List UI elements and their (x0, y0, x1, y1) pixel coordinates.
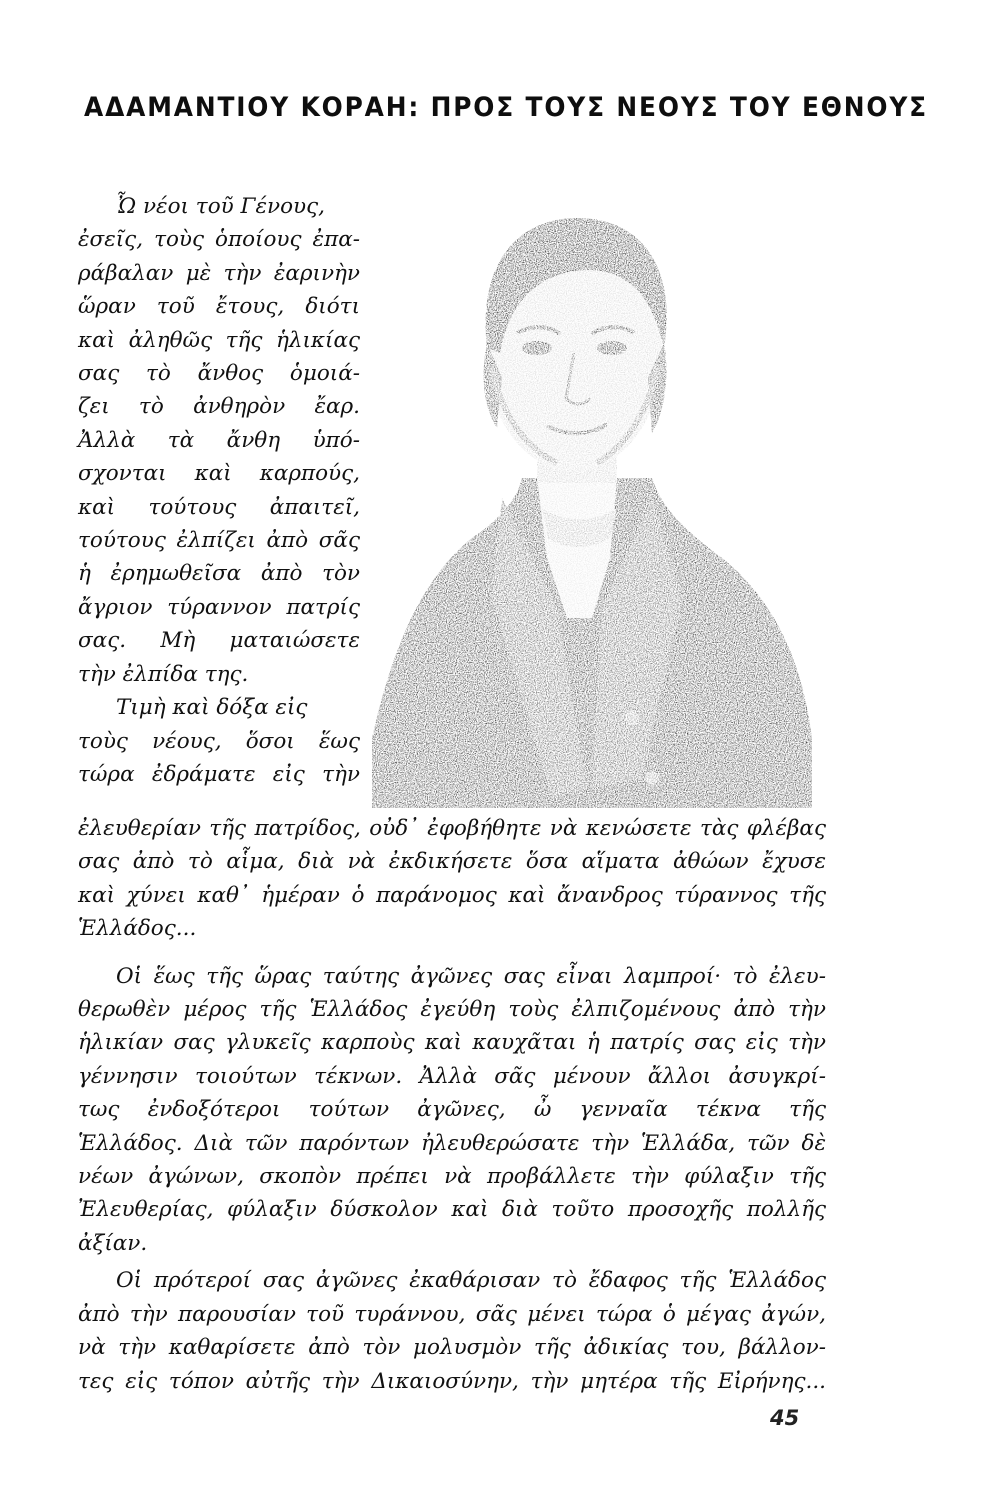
text-line: ἀπὸ τὴν παρουσίαν τοῦ τυράννου, σᾶς μένει τώρα ὁ μέγας ἀγών, (78, 1301, 826, 1327)
text-line: Οἱ πρότεροί σας ἀγῶνες ἐκαθάρισαν τὸ ἔδαφος τῆς Ἑλλάδος (116, 1268, 826, 1294)
text-line: Ἑλλάδος... (78, 916, 197, 942)
text-line: νὰ τὴν καθαρίσετε ἀπὸ τὸν μολυσμὸν τῆς ἀδικίας του, βάλλον- (78, 1335, 826, 1361)
text-line: σχονται καὶ καρπούς, (78, 461, 360, 487)
text-line: ἡ ἐρημωθεῖσα ἀπὸ τὸν (78, 561, 360, 587)
text-line: ὥραν τοῦ ἔτους, διότι (78, 294, 360, 320)
text-line: Τιμὴ καὶ δόξα εἰς (116, 695, 308, 721)
text-line: τοὺς νέους, ὅσοι ἕως (78, 728, 360, 754)
text-line: Ἀλλὰ τὰ ἄνθη ὑπό- (78, 427, 360, 453)
text-line: σας. Μὴ ματαιώσετε (78, 628, 360, 654)
text-line: σας ἀπὸ τὸ αἷμα, διὰ νὰ ἐκδικήσετε ὅσα αἵματα ἀθώων ἔχυσε (78, 849, 826, 875)
wide-text-column (78, 812, 826, 1398)
text-line: τως ἐνδοξότεροι τούτων ἀγῶνες, ὦ γενναῖα τέκνα τῆς (78, 1097, 826, 1123)
text-line: Οἱ ἕως τῆς ὥρας ταύτης ἀγῶνες σας εἶναι λαμπροί· τὸ ἐλευ- (116, 963, 826, 989)
text-line: τούτους ἐλπίζει ἀπὸ σᾶς (78, 528, 360, 554)
text-line: Ἑλλάδος. Διὰ τῶν παρόντων ἠλευθερώσατε τὴν Ἑλλάδα, τῶν δὲ (78, 1130, 826, 1156)
text-line: καὶ τούτους ἀπαιτεῖ, (78, 494, 360, 520)
text-line: Ὦ νέοι τοῦ Γένους, (116, 194, 325, 219)
text-line: ἀξίαν. (78, 1230, 148, 1256)
text-line: καὶ ἀληθῶς τῆς ἡλικίας (78, 327, 360, 353)
text-line: γέννησιν τοιούτων τέκνων. Ἀλλὰ σᾶς μένουν ἄλλοι ἀσυγκρί- (78, 1063, 826, 1089)
portrait-engraving (352, 178, 827, 808)
text-line: ἐλευθερίαν τῆς πατρίδος, οὐδ᾽ ἐφοβήθητε νὰ κενώσετε τὰς φλέβας (78, 816, 826, 841)
text-line: ἐσεῖς, τοὺς ὁποίους ἐπα- (78, 227, 360, 253)
page-number: 45 (770, 1406, 800, 1430)
text-line: τώρα ἐδράματε εἰς τὴν (78, 761, 360, 787)
text-line: τες εἰς τόπον αὐτῆς τὴν Δικαιοσύνην, τὴν μητέρα τῆς Εἰρήνης... (78, 1368, 826, 1394)
text-line: σας τὸ ἄνθος ὁμοιά- (78, 361, 360, 387)
text-line: Ἐλευθερίας, φύλαξιν δύσκολον καὶ διὰ τοῦτο προσοχῆς πολλῆς (78, 1197, 826, 1223)
text-line: καὶ χύνει καθ᾽ ἡμέραν ὁ παράνομος καὶ ἄνανδρος τύραννος τῆς (78, 882, 826, 908)
page-title: ΑΔΑΜΑΝΤΙΟΥ ΚΟΡΑΗ: ΠΡΟΣ ΤΟΥΣ ΝΕΟΥΣ ΤΟΥ ΕΘΝΟΥΣ (84, 92, 928, 123)
text-line: ἄγριον τύραννον πατρίς (78, 594, 360, 620)
text-line: ἡλικίαν σας γλυκεῖς καρποὺς καὶ καυχᾶται ἡ πατρίς σας εἰς τὴν (78, 1030, 826, 1056)
text-line: ζει τὸ ἀνθηρὸν ἔαρ. (78, 394, 360, 420)
text-line: νέων ἀγώνων, σκοπὸν πρέπει νὰ προβάλλετε τὴν φύλαξιν τῆς (78, 1164, 826, 1190)
text-line: τὴν ἐλπίδα της. (78, 661, 249, 687)
text-line: ράβαλαν μὲ τὴν ἐαρινὴν (78, 260, 360, 286)
narrow-text-column (78, 190, 360, 791)
text-line: θερωθὲν μέρος τῆς Ἑλλάδος ἐγεύθη τοὺς ἐλπιζομένους ἀπὸ τὴν (78, 997, 826, 1023)
